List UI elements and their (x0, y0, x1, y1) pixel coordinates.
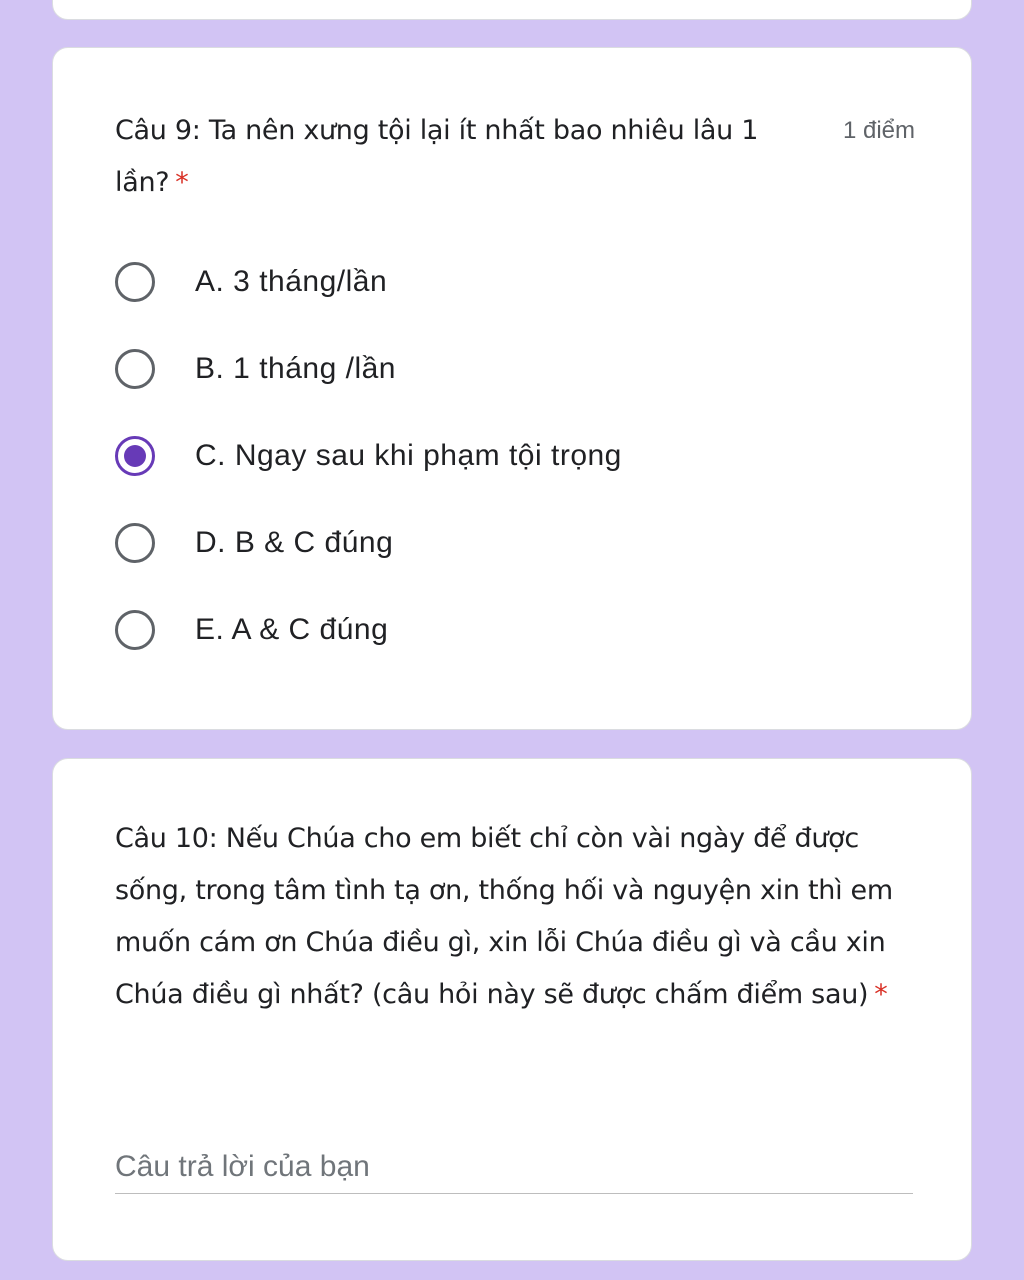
answer-input[interactable] (115, 1141, 913, 1194)
option-a[interactable] (115, 238, 915, 325)
radio-button-unchecked[interactable] (115, 610, 155, 650)
option-e-label: E. A & C đúng (195, 612, 389, 646)
option-e[interactable] (115, 586, 915, 673)
question-9-options (115, 260, 915, 695)
radio-button-unchecked[interactable] (115, 523, 155, 563)
option-b[interactable] (115, 325, 915, 412)
radio-button-unchecked[interactable] (115, 349, 155, 389)
option-d-label: D. B & C đúng (195, 525, 394, 559)
previous-question-card (52, 0, 972, 20)
radio-button-unchecked[interactable] (115, 262, 155, 302)
required-asterisk: * (874, 979, 888, 1010)
option-c[interactable] (115, 412, 915, 499)
option-d[interactable] (115, 499, 915, 586)
required-asterisk: * (175, 167, 189, 198)
question-9-header (115, 105, 915, 209)
question-9-title: Câu 9: Ta nên xưng tội lại ít nhất bao nhiêu lâu 1 lần? * (115, 115, 759, 198)
question-9-card (52, 47, 972, 730)
radio-button-checked[interactable] (115, 436, 155, 476)
question-10-title: Câu 10: Nếu Chúa cho em biết chỉ còn vài ngày để được sống, trong tâm tình tạ ơn, thống hối và nguyện xin thì em muốn cám ơn Chúa điều gì, xin lỗi Chúa điều gì và cầu xin Chúa điều gì nhất? (câu hỏi này sẽ được chấm điểm sau) * (115, 823, 893, 1010)
option-b-label: B. 1 tháng /lần (195, 351, 396, 385)
option-a-label: A. 3 tháng/lần (195, 264, 388, 298)
question-10-card (52, 758, 972, 1261)
option-c-label: C. Ngay sau khi phạm tội trọng (195, 438, 622, 472)
question-9-points: 1 điểm (842, 117, 915, 144)
